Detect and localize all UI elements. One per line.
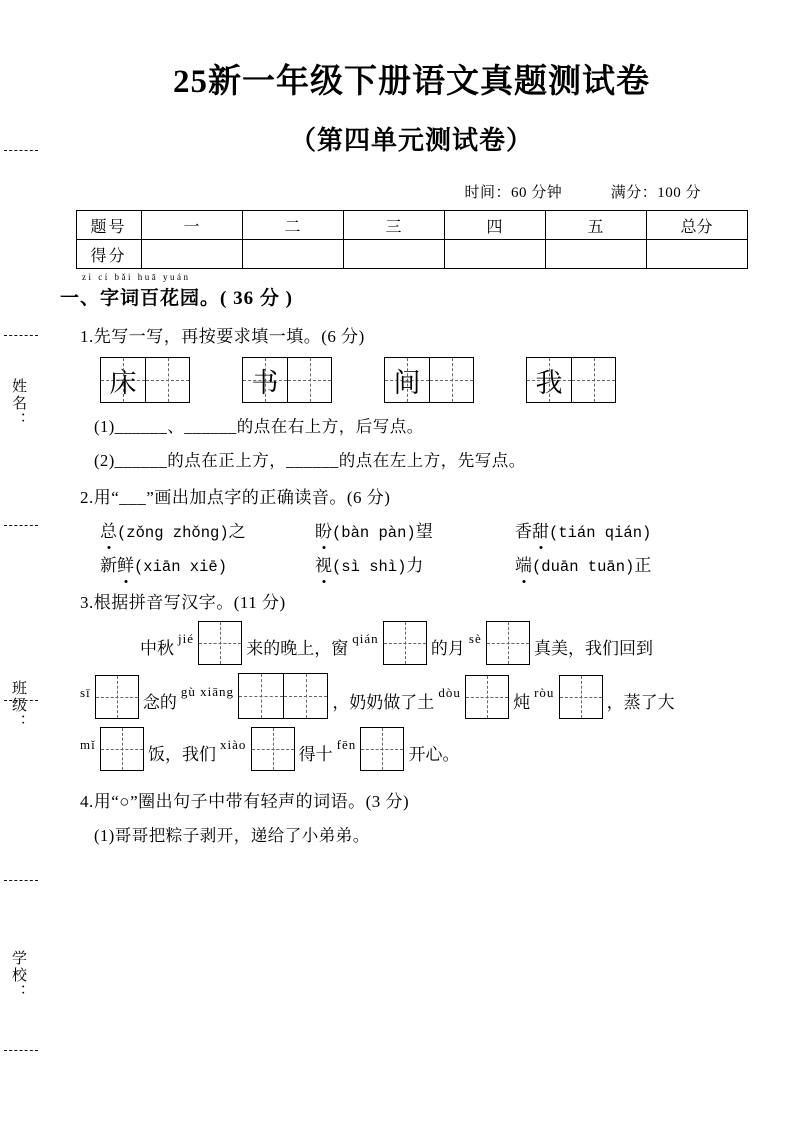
question-3-line-1 — [60, 621, 763, 665]
score-table-col-4: 四 — [444, 211, 545, 240]
pinyin-box-jie[interactable] — [178, 621, 242, 665]
reading-item[interactable] — [515, 517, 651, 542]
score-table-col-3: 三 — [343, 211, 444, 240]
char-cell-empty[interactable] — [145, 358, 189, 402]
tail-char: 之 — [228, 522, 246, 541]
char-cell-filled: 我 — [527, 358, 571, 402]
tail-char: 望 — [415, 522, 433, 541]
exam-meta — [60, 181, 763, 202]
pinyin-box-se[interactable] — [469, 621, 530, 665]
line1-text-3: 的月 — [430, 639, 465, 658]
pinyin-box-dou[interactable] — [438, 675, 509, 719]
question-4-text: 4.用“○”圈出句子中带有轻声的词语。(3 分) — [80, 792, 410, 811]
reading-item[interactable] — [315, 551, 515, 576]
write-box[interactable] — [283, 674, 327, 718]
question-4-item-1[interactable]: (1)哥哥把粽子剥开，递给了小弟弟。 — [94, 826, 370, 845]
score-cell[interactable] — [545, 240, 646, 269]
write-box[interactable] — [559, 675, 603, 719]
section-1-heading — [60, 272, 763, 310]
score-cell[interactable] — [444, 240, 545, 269]
pinyin-label: xiào — [219, 737, 247, 752]
score-table-col-5: 五 — [545, 211, 646, 240]
reading-item[interactable] — [515, 551, 651, 576]
section-1-title-text: 一、字词百花园。( 36 分 ) — [60, 288, 293, 309]
dotted-char: 总 — [100, 517, 117, 542]
char-box-group[interactable] — [242, 357, 332, 403]
pinyin-options[interactable]: (sì shì) — [332, 558, 407, 576]
margin-label-school: 学校： — [10, 950, 26, 1001]
question-2-row-2 — [60, 551, 763, 576]
line2-text-1: 念的 — [142, 693, 177, 712]
write-box[interactable] — [360, 727, 404, 771]
margin-label-name: 姓名： — [10, 378, 26, 429]
write-box[interactable] — [198, 621, 242, 665]
pinyin-box-fen[interactable] — [337, 727, 405, 771]
pinyin-label: mǐ — [80, 737, 96, 752]
section-1-pinyin: zì cí bǎi huā yuán — [82, 272, 191, 282]
dotted-char: 鲜 — [117, 551, 134, 576]
line3-text-3: 开心。 — [408, 745, 460, 764]
score-cell[interactable] — [646, 240, 747, 269]
pinyin-label: qián — [352, 631, 379, 646]
write-box[interactable] — [465, 675, 509, 719]
line2-text-2: ，奶奶做了土 — [332, 693, 435, 712]
line3-text-2: 得十 — [298, 745, 333, 764]
tail-char: 正 — [634, 556, 652, 575]
write-box[interactable] — [100, 727, 144, 771]
write-box[interactable] — [486, 621, 530, 665]
margin-dash — [4, 525, 38, 526]
pinyin-options[interactable]: (duān tuān) — [532, 558, 635, 576]
dotted-char: 端 — [515, 551, 532, 576]
line2-text-4: ，蒸了大 — [606, 693, 675, 712]
question-1-blank-2[interactable]: (2)______的点在正上方，______的点在左上方，先写点。 — [94, 451, 526, 470]
dotted-char: 视 — [315, 551, 332, 576]
score-table-col-total: 总分 — [646, 211, 747, 240]
question-2-text: 2.用“___”画出加点字的正确读音。(6 分) — [80, 488, 391, 507]
pinyin-label: ròu — [534, 685, 555, 700]
char-cell-filled: 书 — [243, 358, 287, 402]
write-box[interactable] — [95, 675, 139, 719]
line1-text-1: 中秋 — [140, 639, 174, 658]
margin-dash — [4, 1050, 38, 1051]
score-table-col-2: 二 — [242, 211, 343, 240]
question-1-blank-1[interactable]: (1)______、______的点在右上方，后写点。 — [94, 417, 424, 436]
margin-dash — [4, 335, 38, 336]
line3-text-1: 饭，我们 — [147, 745, 216, 764]
table-row — [76, 211, 747, 240]
question-3-line-3 — [60, 727, 763, 771]
score-table-row-label: 得分 — [76, 240, 141, 269]
score-table-row-label: 题号 — [76, 211, 141, 240]
pinyin-options[interactable]: (bàn pàn) — [332, 524, 416, 542]
exam-time: 时间：60 分钟 — [464, 185, 563, 201]
score-cell[interactable] — [242, 240, 343, 269]
question-2-row-1 — [60, 517, 763, 542]
reading-item[interactable] — [100, 551, 315, 576]
table-row — [76, 240, 747, 269]
char-cell-filled: 床 — [101, 358, 145, 402]
char-box-group[interactable] — [526, 357, 616, 403]
pinyin-options[interactable]: (zǒng zhǒng) — [117, 524, 229, 542]
line2-text-3: 炖 — [513, 693, 531, 712]
char-box-group[interactable] — [384, 357, 474, 403]
head-char: 香 — [515, 522, 532, 541]
score-table — [76, 210, 748, 269]
question-3-line-2 — [60, 673, 763, 719]
pinyin-label: fēn — [336, 737, 357, 752]
left-margin-rail — [0, 0, 46, 1122]
page-content — [60, 0, 763, 1122]
pinyin-options[interactable]: (tián qián) — [549, 524, 652, 542]
write-box[interactable] — [239, 674, 283, 718]
question-3-text: 3.根据拼音写汉字。(11 分) — [80, 593, 286, 612]
line1-text-2: 来的晚上，窗 — [246, 639, 349, 658]
margin-dash — [4, 150, 38, 151]
char-cell-empty[interactable] — [287, 358, 331, 402]
pinyin-box-rou[interactable] — [534, 675, 603, 719]
reading-item[interactable] — [315, 517, 515, 542]
line1-text-4: 真美，我们回到 — [533, 639, 653, 658]
page-subtitle: （第四单元测试卷） — [289, 126, 533, 155]
char-cell-filled: 间 — [385, 358, 429, 402]
pinyin-box-qian[interactable] — [352, 621, 427, 665]
question-1-char-boxes — [60, 357, 763, 403]
dotted-char: 甜 — [532, 517, 549, 542]
tail-char: 力 — [406, 556, 424, 575]
score-table-col-1: 一 — [141, 211, 242, 240]
pinyin-label: gù xiāng — [180, 684, 235, 699]
exam-full-score: 满分：100 分 — [610, 185, 701, 201]
pinyin-options[interactable]: (xiān xiē) — [134, 558, 228, 576]
margin-label-class: 班级： — [10, 680, 26, 731]
reading-item[interactable] — [100, 517, 315, 542]
page-title: 25新一年级下册语文真题测试卷 — [173, 64, 650, 100]
pinyin-label: sè — [468, 631, 482, 646]
write-box[interactable] — [251, 727, 295, 771]
head-char: 新 — [100, 556, 117, 575]
question-1-text: 1.先写一写，再按要求填一填。(6 分) — [80, 327, 365, 346]
char-box-group[interactable] — [100, 357, 190, 403]
margin-dash — [4, 880, 38, 881]
pinyin-label: dòu — [438, 685, 461, 700]
score-cell[interactable] — [141, 240, 242, 269]
pinyin-label: sī — [80, 685, 91, 700]
pinyin-box-si[interactable] — [80, 675, 139, 719]
pinyin-box-xiao[interactable] — [220, 727, 295, 771]
char-cell-empty[interactable] — [429, 358, 473, 402]
pinyin-box-guxiang[interactable] — [181, 673, 328, 719]
pinyin-label: jié — [178, 631, 194, 646]
char-cell-empty[interactable] — [571, 358, 615, 402]
dotted-char: 盼 — [315, 517, 332, 542]
score-cell[interactable] — [343, 240, 444, 269]
write-box[interactable] — [383, 621, 427, 665]
pinyin-box-mi[interactable] — [80, 727, 144, 771]
